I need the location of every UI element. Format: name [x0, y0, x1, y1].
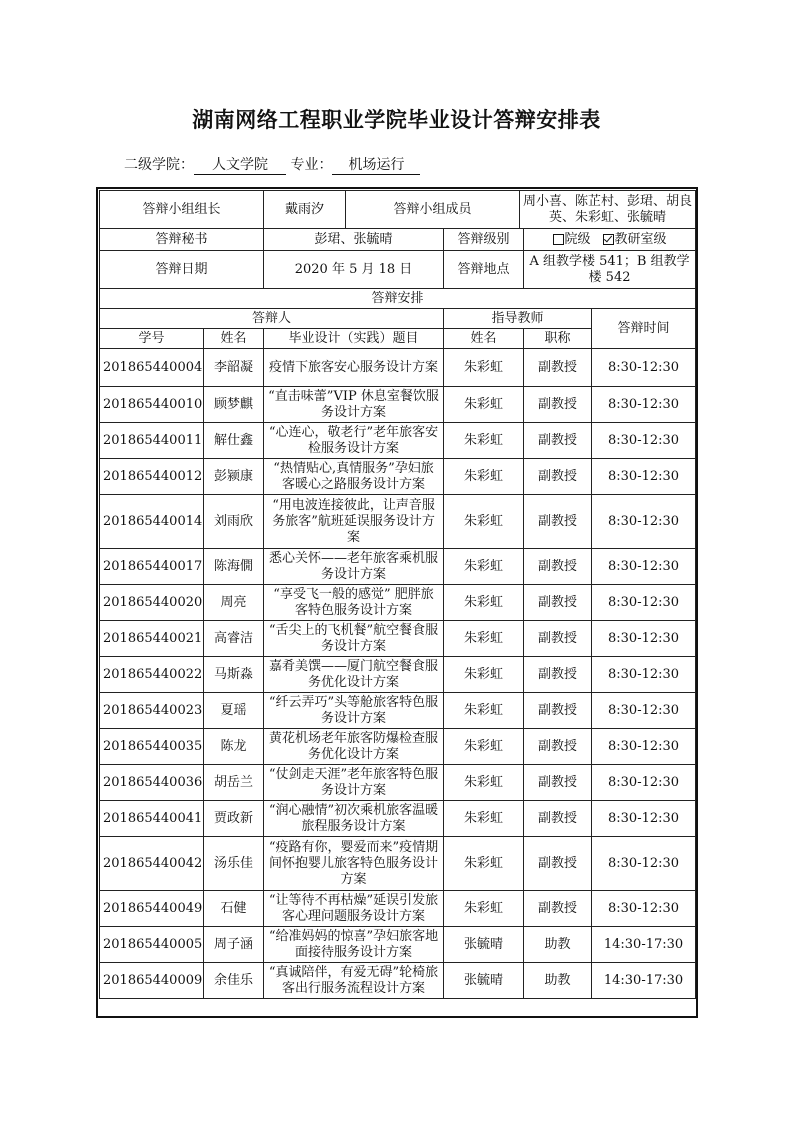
defense-time-cell: 8:30-12:30 [592, 801, 696, 837]
advisor-title-cell: 副教授 [524, 891, 592, 927]
section-title-row [100, 289, 696, 309]
defense-time-cell: 8:30-12:30 [592, 495, 696, 549]
student-id-cell: 201865440035 [100, 729, 204, 765]
members-label: 答辩小组成员 [346, 191, 520, 229]
header-advisor-title: 职称 [524, 329, 592, 349]
defense-time-cell: 8:30-12:30 [592, 387, 696, 423]
topic-cell: “直击味蕾”VIP 休息室餐饮服务设计方案 [264, 387, 444, 423]
topic-cell: 悉心关怀——老年旅客乘机服务设计方案 [264, 549, 444, 585]
advisor-name-cell: 张毓晴 [444, 963, 524, 999]
defense-time-cell: 8:30-12:30 [592, 657, 696, 693]
student-id-cell: 201865440021 [100, 621, 204, 657]
advisor-name-cell: 朱彩虹 [444, 837, 524, 891]
student-id-cell: 201865440005 [100, 927, 204, 963]
defense-time-cell: 8:30-12:30 [592, 693, 696, 729]
defense-time-cell: 8:30-12:30 [592, 621, 696, 657]
topic-cell: “仗剑走天涯”老年旅客特色服务设计方案 [264, 765, 444, 801]
student-name-cell: 余佳乐 [204, 963, 264, 999]
topic-cell: “让等待不再枯燥”延误引发旅客心理问题服务设计方案 [264, 891, 444, 927]
info-row-date [100, 251, 696, 289]
defense-schedule-table [99, 190, 696, 999]
advisor-name-cell: 朱彩虹 [444, 657, 524, 693]
header-defender: 答辩人 [100, 309, 444, 329]
advisor-title-cell: 副教授 [524, 837, 592, 891]
level-option-department[interactable]: 教研室级 [603, 232, 667, 247]
defense-time-cell: 14:30-17:30 [592, 963, 696, 999]
student-name-cell: 陈龙 [204, 729, 264, 765]
advisor-title-cell: 副教授 [524, 765, 592, 801]
advisor-title-cell: 副教授 [524, 621, 592, 657]
advisor-name-cell: 朱彩虹 [444, 387, 524, 423]
members-value: 周小喜、陈芷村、彭珺、胡良英、朱彩虹、张毓晴 [520, 191, 696, 229]
student-name-cell: 陈海僩 [204, 549, 264, 585]
topic-cell: “享受飞一般的感觉” 肥胖旅客特色服务设计方案 [264, 585, 444, 621]
advisor-name-cell: 朱彩虹 [444, 621, 524, 657]
header-advisor-name: 姓名 [444, 329, 524, 349]
advisor-name-cell: 朱彩虹 [444, 423, 524, 459]
student-name-cell: 刘雨欣 [204, 495, 264, 549]
student-id-cell: 201865440049 [100, 891, 204, 927]
advisor-title-cell: 副教授 [524, 549, 592, 585]
advisor-title-cell: 副教授 [524, 585, 592, 621]
advisor-title-cell: 副教授 [524, 387, 592, 423]
advisor-name-cell: 朱彩虹 [444, 349, 524, 387]
header-student-id: 学号 [100, 329, 204, 349]
advisor-name-cell: 朱彩虹 [444, 801, 524, 837]
advisor-title-cell: 副教授 [524, 423, 592, 459]
topic-cell: 疫情下旅客安心服务设计方案 [264, 349, 444, 387]
table-row [100, 585, 696, 621]
page-title: 湖南网络工程职业学院毕业设计答辩安排表 [192, 108, 601, 132]
student-id-cell: 201865440017 [100, 549, 204, 585]
student-name-cell: 石健 [204, 891, 264, 927]
header-name: 姓名 [204, 329, 264, 349]
defense-time-cell: 8:30-12:30 [592, 585, 696, 621]
student-name-cell: 汤乐佳 [204, 837, 264, 891]
section-title: 答辩安排 [100, 289, 696, 309]
defense-time-cell: 8:30-12:30 [592, 423, 696, 459]
date-value: 2020 年 5 月 18 日 [264, 251, 444, 289]
table-row [100, 729, 696, 765]
student-name-cell: 解仕鑫 [204, 423, 264, 459]
level-label: 答辩级别 [444, 229, 524, 251]
table-row [100, 423, 696, 459]
header-time: 答辩时间 [592, 309, 696, 349]
leader-value: 戴雨汐 [264, 191, 346, 229]
advisor-title-cell: 助教 [524, 963, 592, 999]
student-id-cell: 201865440042 [100, 837, 204, 891]
defense-time-cell: 14:30-17:30 [592, 927, 696, 963]
table-row [100, 963, 696, 999]
student-name-cell: 李韶凝 [204, 349, 264, 387]
table-row [100, 657, 696, 693]
topic-cell: “心连心，敬老行”老年旅客安检服务设计方案 [264, 423, 444, 459]
defense-time-cell: 8:30-12:30 [592, 729, 696, 765]
checkbox-checked-icon[interactable] [603, 234, 614, 245]
topic-cell: 黄花机场老年旅客防爆检查服务优化设计方案 [264, 729, 444, 765]
header-topic: 毕业设计（实践）题目 [264, 329, 444, 349]
table-row [100, 349, 696, 387]
advisor-name-cell: 朱彩虹 [444, 549, 524, 585]
location-value: A 组教学楼 541；B 组教学楼 542 [524, 251, 696, 289]
advisor-title-cell: 副教授 [524, 729, 592, 765]
college-value: 人文学院 [194, 154, 286, 175]
advisor-title-cell: 副教授 [524, 349, 592, 387]
level-option-school[interactable]: 院级 [553, 232, 591, 247]
topic-cell: “舌尖上的飞机餐”航空餐食服务设计方案 [264, 621, 444, 657]
level-options [524, 229, 696, 251]
table-row [100, 801, 696, 837]
major-label: 专业： [290, 157, 333, 173]
student-id-cell: 201865440022 [100, 657, 204, 693]
table-row [100, 765, 696, 801]
student-name-cell: 夏瑶 [204, 693, 264, 729]
topic-cell: “真诚陪伴，有爱无碍”轮椅旅客出行服务流程设计方案 [264, 963, 444, 999]
topic-cell: “疫路有你，婴爱而来”疫情期间怀抱婴儿旅客特色服务设计方案 [264, 837, 444, 891]
advisor-title-cell: 助教 [524, 927, 592, 963]
student-name-cell: 马斯淼 [204, 657, 264, 693]
student-name-cell: 胡岳兰 [204, 765, 264, 801]
college-major-line [124, 154, 420, 175]
leader-label: 答辩小组组长 [100, 191, 264, 229]
table-row [100, 387, 696, 423]
table-row [100, 927, 696, 963]
info-row-leader [100, 191, 696, 229]
defense-time-cell: 8:30-12:30 [592, 459, 696, 495]
student-id-cell: 201865440004 [100, 349, 204, 387]
topic-cell: “用电波连接彼此，让声音服务旅客”航班延误服务设计方案 [264, 495, 444, 549]
student-name-cell: 彭颍康 [204, 459, 264, 495]
advisor-title-cell: 副教授 [524, 459, 592, 495]
defense-time-cell: 8:30-12:30 [592, 891, 696, 927]
advisor-title-cell: 副教授 [524, 693, 592, 729]
topic-cell: “热情贴心,真情服务”孕妇旅客暖心之路服务设计方案 [264, 459, 444, 495]
major-value: 机场运行 [332, 154, 420, 175]
schedule-rows [100, 349, 696, 999]
location-label: 答辩地点 [444, 251, 524, 289]
student-id-cell: 201865440011 [100, 423, 204, 459]
secretary-value: 彭珺、张毓晴 [264, 229, 444, 251]
advisor-name-cell: 朱彩虹 [444, 693, 524, 729]
advisor-title-cell: 副教授 [524, 801, 592, 837]
topic-cell: “润心融情”初次乘机旅客温暖旅程服务设计方案 [264, 801, 444, 837]
date-label: 答辩日期 [100, 251, 264, 289]
table-row [100, 891, 696, 927]
college-label: 二级学院： [124, 157, 194, 173]
advisor-name-cell: 朱彩虹 [444, 459, 524, 495]
student-id-cell: 201865440012 [100, 459, 204, 495]
advisor-name-cell: 朱彩虹 [444, 891, 524, 927]
header-row-1 [100, 309, 696, 329]
student-id-cell: 201865440036 [100, 765, 204, 801]
table-row [100, 549, 696, 585]
secretary-label: 答辩秘书 [100, 229, 264, 251]
student-id-cell: 201865440009 [100, 963, 204, 999]
defense-time-cell: 8:30-12:30 [592, 765, 696, 801]
advisor-name-cell: 张毓晴 [444, 927, 524, 963]
table-row [100, 621, 696, 657]
defense-time-cell: 8:30-12:30 [592, 549, 696, 585]
student-id-cell: 201865440020 [100, 585, 204, 621]
advisor-name-cell: 朱彩虹 [444, 585, 524, 621]
checkbox-empty-icon[interactable] [553, 234, 564, 245]
student-id-cell: 201865440023 [100, 693, 204, 729]
topic-cell: “纤云弄巧”头等舱旅客特色服务设计方案 [264, 693, 444, 729]
advisor-title-cell: 副教授 [524, 495, 592, 549]
topic-cell: 嘉肴美馔——厦门航空餐食服务优化设计方案 [264, 657, 444, 693]
advisor-name-cell: 朱彩虹 [444, 495, 524, 549]
table-row [100, 693, 696, 729]
student-name-cell: 贾政新 [204, 801, 264, 837]
header-advisor: 指导教师 [444, 309, 592, 329]
advisor-title-cell: 副教授 [524, 657, 592, 693]
table-row [100, 837, 696, 891]
topic-cell: “给准妈妈的惊喜”孕妇旅客地面接待服务设计方案 [264, 927, 444, 963]
student-name-cell: 周子涵 [204, 927, 264, 963]
table-row [100, 459, 696, 495]
student-name-cell: 周亮 [204, 585, 264, 621]
student-id-cell: 201865440010 [100, 387, 204, 423]
advisor-name-cell: 朱彩虹 [444, 765, 524, 801]
defense-time-cell: 8:30-12:30 [592, 837, 696, 891]
table-row [100, 495, 696, 549]
student-name-cell: 顾梦麒 [204, 387, 264, 423]
student-id-cell: 201865440014 [100, 495, 204, 549]
info-row-secretary [100, 229, 696, 251]
defense-time-cell: 8:30-12:30 [592, 349, 696, 387]
student-id-cell: 201865440041 [100, 801, 204, 837]
advisor-name-cell: 朱彩虹 [444, 729, 524, 765]
student-name-cell: 高睿洁 [204, 621, 264, 657]
